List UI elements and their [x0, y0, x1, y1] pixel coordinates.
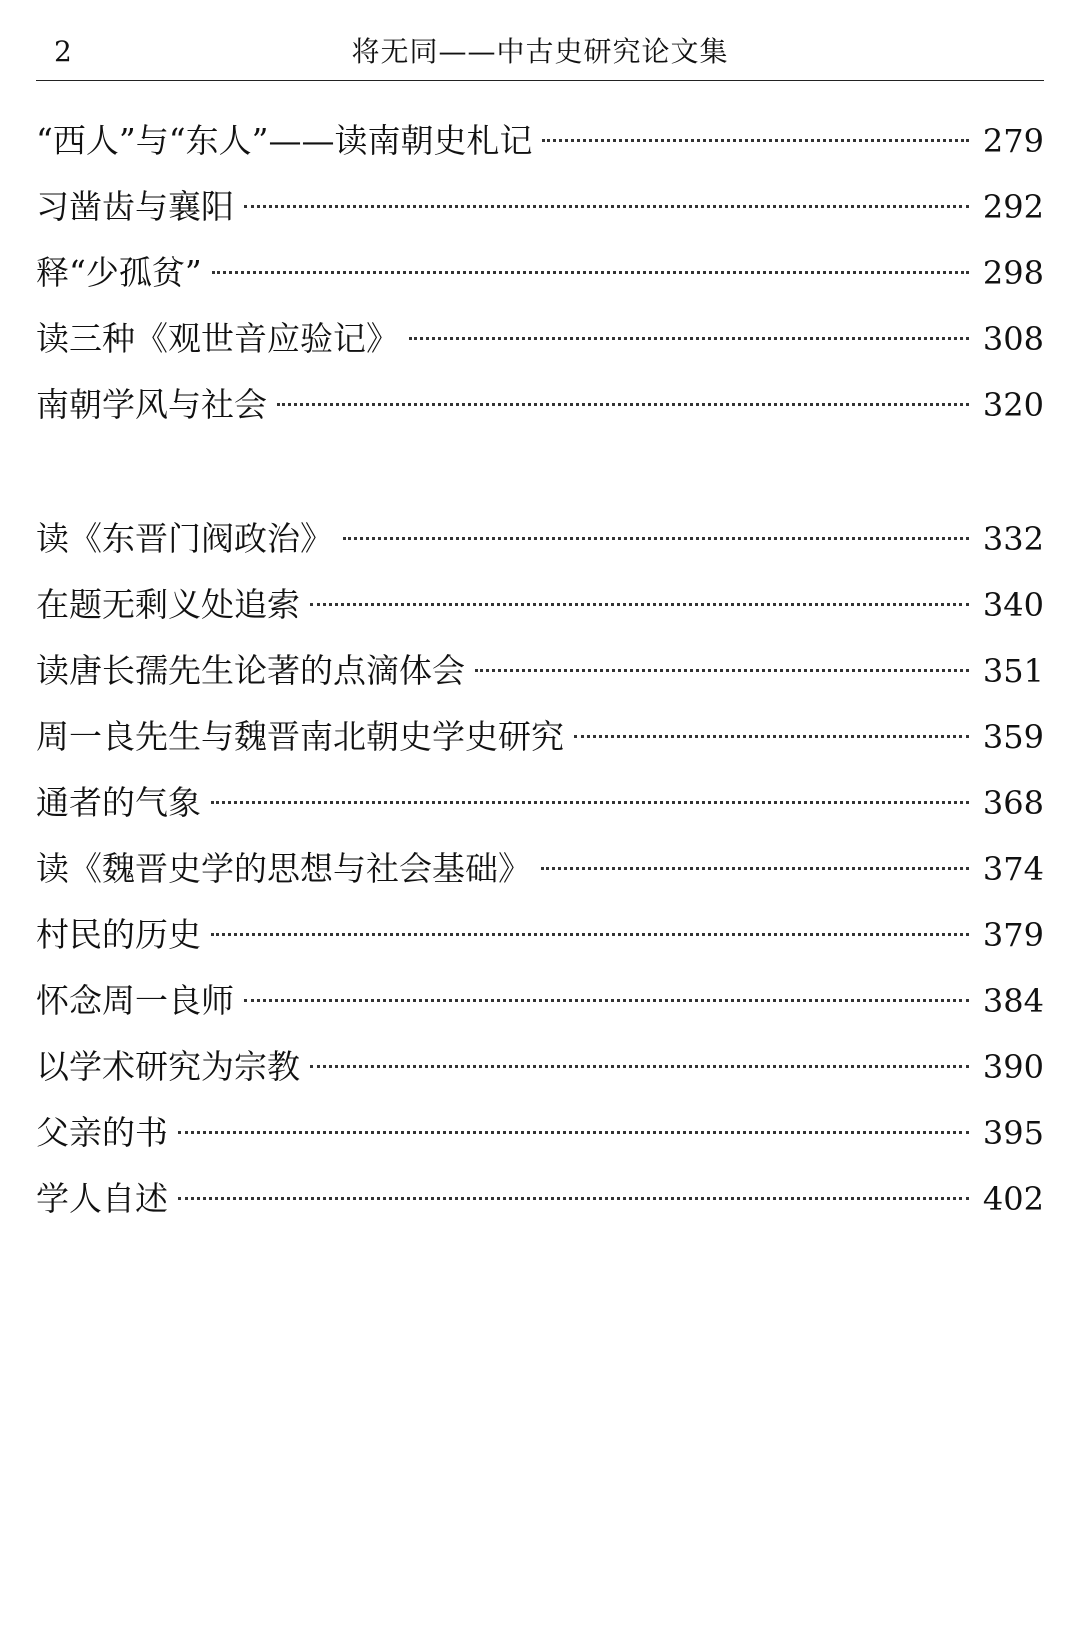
- toc-entry-title: 学人自述: [36, 1179, 168, 1218]
- dot-leader: [212, 271, 969, 274]
- toc-entry-title: 父亲的书: [36, 1113, 168, 1152]
- toc-entry[interactable]: [36, 572, 1044, 638]
- dot-leader: [178, 1197, 969, 1200]
- toc-entry-page: 374: [982, 850, 1044, 888]
- toc-entry-page: 332: [982, 520, 1044, 558]
- toc-group-2: [36, 506, 1044, 1232]
- dot-leader: [178, 1131, 969, 1134]
- toc-entry-title: 以学术研究为宗教: [36, 1047, 300, 1086]
- dot-leader: [542, 139, 968, 142]
- toc-entry-page: 379: [982, 916, 1044, 954]
- toc-entry-page: 279: [982, 122, 1044, 160]
- toc-entry-page: 292: [982, 188, 1044, 226]
- toc-entry[interactable]: [36, 506, 1044, 572]
- toc-entry[interactable]: [36, 306, 1044, 372]
- toc-entry[interactable]: [36, 108, 1044, 174]
- dot-leader: [211, 801, 969, 804]
- toc-entry[interactable]: [36, 240, 1044, 306]
- toc-entry-title: 读《东晋门阀政治》: [36, 519, 333, 558]
- dot-leader: [409, 337, 969, 340]
- toc-entry[interactable]: [36, 836, 1044, 902]
- dot-leader: [211, 933, 969, 936]
- toc-entry-page: 359: [982, 718, 1044, 756]
- toc-entry-page: 298: [982, 254, 1044, 292]
- toc-entry-page: 351: [982, 652, 1044, 690]
- toc-entry-page: 395: [982, 1114, 1044, 1152]
- toc-entry[interactable]: [36, 372, 1044, 438]
- toc-entry-title: 读唐长孺先生论著的点滴体会: [36, 651, 465, 690]
- toc-group-1: [36, 108, 1044, 438]
- toc-entry[interactable]: [36, 704, 1044, 770]
- toc-entry-page: 384: [982, 982, 1044, 1020]
- dot-leader: [343, 537, 969, 540]
- toc-entry-page: 320: [982, 386, 1044, 424]
- toc-entry-title: 村民的历史: [36, 915, 201, 954]
- toc-entry-title: “西人”与“东人”——读南朝史札记: [36, 121, 533, 160]
- toc-entry-title: 习凿齿与襄阳: [36, 187, 234, 226]
- running-header: [36, 26, 1044, 81]
- dot-leader: [475, 669, 969, 672]
- toc-entry-title: 周一良先生与魏晋南北朝史学史研究: [36, 717, 564, 756]
- toc-entry-page: 402: [982, 1180, 1044, 1218]
- toc-entry[interactable]: [36, 1034, 1044, 1100]
- page-number: 2: [54, 35, 72, 68]
- toc-entry-title: 释“少孤贫”: [36, 253, 202, 292]
- book-title: 将无同——中古史研究论文集: [351, 35, 729, 68]
- table-of-contents: [36, 108, 1044, 1232]
- toc-entry[interactable]: [36, 174, 1044, 240]
- toc-entry-title: 南朝学风与社会: [36, 385, 267, 424]
- toc-entry[interactable]: [36, 968, 1044, 1034]
- toc-entry[interactable]: [36, 638, 1044, 704]
- toc-entry[interactable]: [36, 770, 1044, 836]
- dot-leader: [574, 735, 969, 738]
- toc-entry-title: 怀念周一良师: [36, 981, 234, 1020]
- dot-leader: [310, 1065, 969, 1068]
- dot-leader: [244, 999, 969, 1002]
- toc-entry-page: 308: [982, 320, 1044, 358]
- toc-entry-page: 368: [982, 784, 1044, 822]
- toc-entry-title: 读《魏晋史学的思想与社会基础》: [36, 849, 531, 888]
- toc-entry-page: 340: [982, 586, 1044, 624]
- toc-entry[interactable]: [36, 902, 1044, 968]
- toc-entry[interactable]: [36, 1100, 1044, 1166]
- toc-entry[interactable]: [36, 1166, 1044, 1232]
- toc-entry-title: 读三种《观世音应验记》: [36, 319, 399, 358]
- toc-entry-title: 在题无剩义处追索: [36, 585, 300, 624]
- toc-entry-title: 通者的气象: [36, 783, 201, 822]
- dot-leader: [244, 205, 969, 208]
- dot-leader: [541, 867, 969, 870]
- dot-leader: [277, 403, 969, 406]
- toc-entry-page: 390: [982, 1048, 1044, 1086]
- dot-leader: [310, 603, 969, 606]
